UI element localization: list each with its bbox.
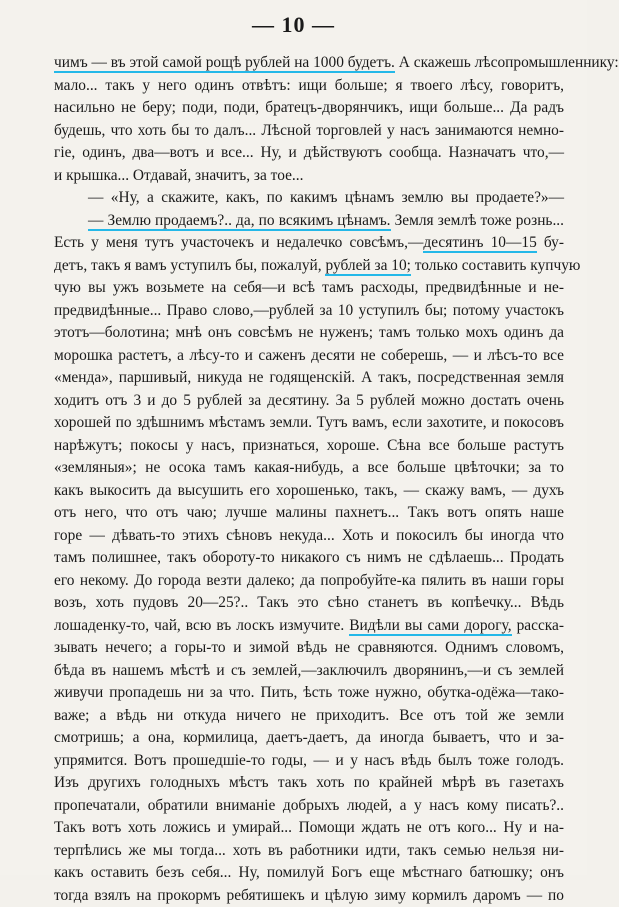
text-segment: упрямится. Вотъ прошедшіе-то годы, — и у насъ вѣдь былъ тоже голодъ. xyxy=(54,752,564,769)
text-line xyxy=(54,75,564,98)
text-line xyxy=(54,345,564,368)
text-segment: хорошей по здѣшнимъ мѣстамъ земли. Тутъ вамъ, если захотите, и покосовъ xyxy=(54,414,564,431)
text-segment: и крышка... Отдавай, значитъ, за тое... xyxy=(54,167,303,184)
text-segment: морошка растетъ, а лѣсу-то и саженъ десяти не соберешь, — и лѣсъ-то все xyxy=(54,347,564,364)
text-segment: пропечатали, обратили вниманіе добрыхъ людей, а у насъ кому писать?.. xyxy=(54,797,564,814)
text-line xyxy=(54,322,564,345)
text-segment: чую вы ужъ возьмете на себя—и всѣ тамъ расходы, предвидѣнные и не- xyxy=(54,279,564,296)
text-line xyxy=(54,637,564,660)
text-segment: нарѣжутъ; покосы у насъ, признаться, хороше. Сѣна все больше растутъ xyxy=(54,437,564,454)
highlighted-phrase: рублей за 10; xyxy=(325,257,410,276)
text-segment: «менда», паршивый, никуда не годященскій. А такъ, посредственная земля xyxy=(54,369,564,386)
text-line xyxy=(54,435,564,458)
text-segment: только составить купчую xyxy=(411,257,581,274)
text-line xyxy=(54,390,564,413)
highlighted-phrase: десятинъ 10—15 xyxy=(423,234,536,253)
text-line xyxy=(54,142,564,165)
text-line xyxy=(54,300,564,323)
text-segment: горе — дѣвать-то этихъ сѣновъ некуда... Хоть и покосилъ бы иногда что xyxy=(54,527,564,544)
text-segment: — «Ну, а скажите, какъ, по какимъ цѣнамъ землю вы продаете?»— xyxy=(88,189,564,206)
text-segment: живучи пропадешь ни за что. Пить, ѣсть тоже нужно, обутка-одёжа—тако- xyxy=(54,684,564,701)
text-body xyxy=(54,52,564,907)
text-line xyxy=(54,480,564,503)
text-segment: отъ него, что отъ чаю; лучше малины пахнетъ... Такъ вотъ опять наше xyxy=(54,504,564,521)
text-segment: какъ оставить безъ себя... Ну, помилуй Богъ еще мѣстнаго батюшку; онъ xyxy=(54,864,564,881)
text-line xyxy=(54,840,564,863)
highlighted-phrase: чимъ — въ этой самой рощѣ рублей на 1000 будетъ. xyxy=(54,54,395,73)
text-segment: расска- xyxy=(512,617,564,634)
text-segment: будешь, что хоть бы то далъ... Лѣсной торговлей у насъ занимаются немно- xyxy=(54,122,564,139)
text-line xyxy=(54,277,564,300)
text-line xyxy=(54,52,564,75)
text-line xyxy=(54,727,564,750)
text-line xyxy=(54,97,564,120)
page-number: — 10 — xyxy=(0,12,587,38)
text-line xyxy=(54,187,564,210)
highlighted-phrase: Видѣли вы сами дорогу, xyxy=(349,617,511,636)
text-line xyxy=(54,817,564,840)
text-line xyxy=(54,862,564,885)
text-segment: Изъ другихъ голодныхъ мѣстъ такъ хоть по крайней мѣрѣ въ газетахъ xyxy=(54,774,564,791)
text-line xyxy=(54,795,564,818)
text-line xyxy=(54,232,564,255)
text-segment: Есть у меня тутъ участочекъ и недалечко совсѣмъ,— xyxy=(54,234,423,251)
text-line xyxy=(54,750,564,773)
text-segment: тогда взялъ на прокормъ ребятишекъ и цѣлую зиму кормилъ даромъ — по xyxy=(54,887,564,904)
text-segment: его некому. До города везти далеко; да попробуйте-ка пялить въ наши горы xyxy=(54,572,564,589)
text-segment: бѣда въ нашемъ мѣстѣ и съ землей,—заключилъ дворянинъ,—и съ землей xyxy=(54,662,564,679)
text-segment: терпѣлись же мы тогда... хоть въ работники идти, такъ семью нельзя ни- xyxy=(54,842,564,859)
text-line xyxy=(54,120,564,143)
text-line xyxy=(54,412,564,435)
text-segment: мало... такъ у него одинъ отвѣтъ: ищи больше; я твоего лѣсу, говоритъ, xyxy=(54,77,564,94)
text-segment: А скажешь лѣсопромышленнику: xyxy=(395,54,619,71)
text-line xyxy=(54,705,564,728)
text-line xyxy=(54,547,564,570)
text-line xyxy=(54,210,564,233)
text-segment: зывать нечего; а горы-то и зимой вѣдь не сравняются. Однимъ словомъ, xyxy=(54,639,564,656)
text-segment: лошаденку-то, чай, всю въ лоскъ измучите. xyxy=(54,617,349,634)
text-line xyxy=(54,885,564,907)
text-line xyxy=(54,615,564,638)
text-segment: бу- xyxy=(537,234,564,251)
highlighted-phrase: — Землю продаемъ?.. да, по всякимъ цѣнамъ. xyxy=(88,212,391,231)
text-segment: этотъ—болотина; мнѣ онъ совсѣмъ не нуженъ; тамъ только мохъ одинъ да xyxy=(54,324,564,341)
text-line xyxy=(54,255,564,278)
text-segment: Земля землѣ тоже рознь... xyxy=(391,212,565,229)
text-segment: смотришь; а она, кормилица, даетъ-даетъ, да иногда бываетъ, что и за- xyxy=(54,729,564,746)
text-line xyxy=(54,457,564,480)
text-segment: насильно не беру; поди, поди, братецъ-дворянчикъ, ищи больше... Да радъ xyxy=(54,99,564,116)
text-line xyxy=(54,682,564,705)
text-segment: важе; а вѣдь ни откуда ничего не приходитъ. Все отъ той же земли xyxy=(54,707,564,724)
text-line xyxy=(54,570,564,593)
text-line xyxy=(54,502,564,525)
text-line xyxy=(54,772,564,795)
text-segment: детъ, такъ я вамъ уступилъ бы, пожалуй, xyxy=(54,257,325,274)
text-line xyxy=(54,660,564,683)
text-segment: ходитъ отъ 3 и до 5 рублей за десятину. За 5 рублей можно достать очень xyxy=(54,392,564,409)
text-segment: Такъ вотъ хоть ложись и умирай... Помощи ждать не отъ кого... Ну и на- xyxy=(54,819,564,836)
text-segment: предвидѣнные... Право слово,—рублей за 10 уступилъ бы; потому участокъ xyxy=(54,302,564,319)
text-segment: возъ, хоть пудовъ 20—25?.. Такъ это сѣно станетъ въ копѣечку... Вѣдь xyxy=(54,594,564,611)
text-segment: тамъ полишнее, такъ обороту-то никакого съ нимъ не сдѣлаешь... Продать xyxy=(54,549,564,566)
text-line xyxy=(54,165,564,188)
text-line xyxy=(54,525,564,548)
text-segment: какъ выкосить да высушить его хорошенько, такъ, — скажу вамъ, — духъ xyxy=(54,482,564,499)
text-line xyxy=(54,592,564,615)
text-line xyxy=(54,367,564,390)
text-segment: гіе, одинъ, два—вотъ и все... Ну, и дѣйствуютъ сообща. Назначатъ что,— xyxy=(54,144,564,161)
text-segment: «земляныя»; не осока тамъ какая-нибудь, а все больше цвѣточки; за то xyxy=(54,459,564,476)
